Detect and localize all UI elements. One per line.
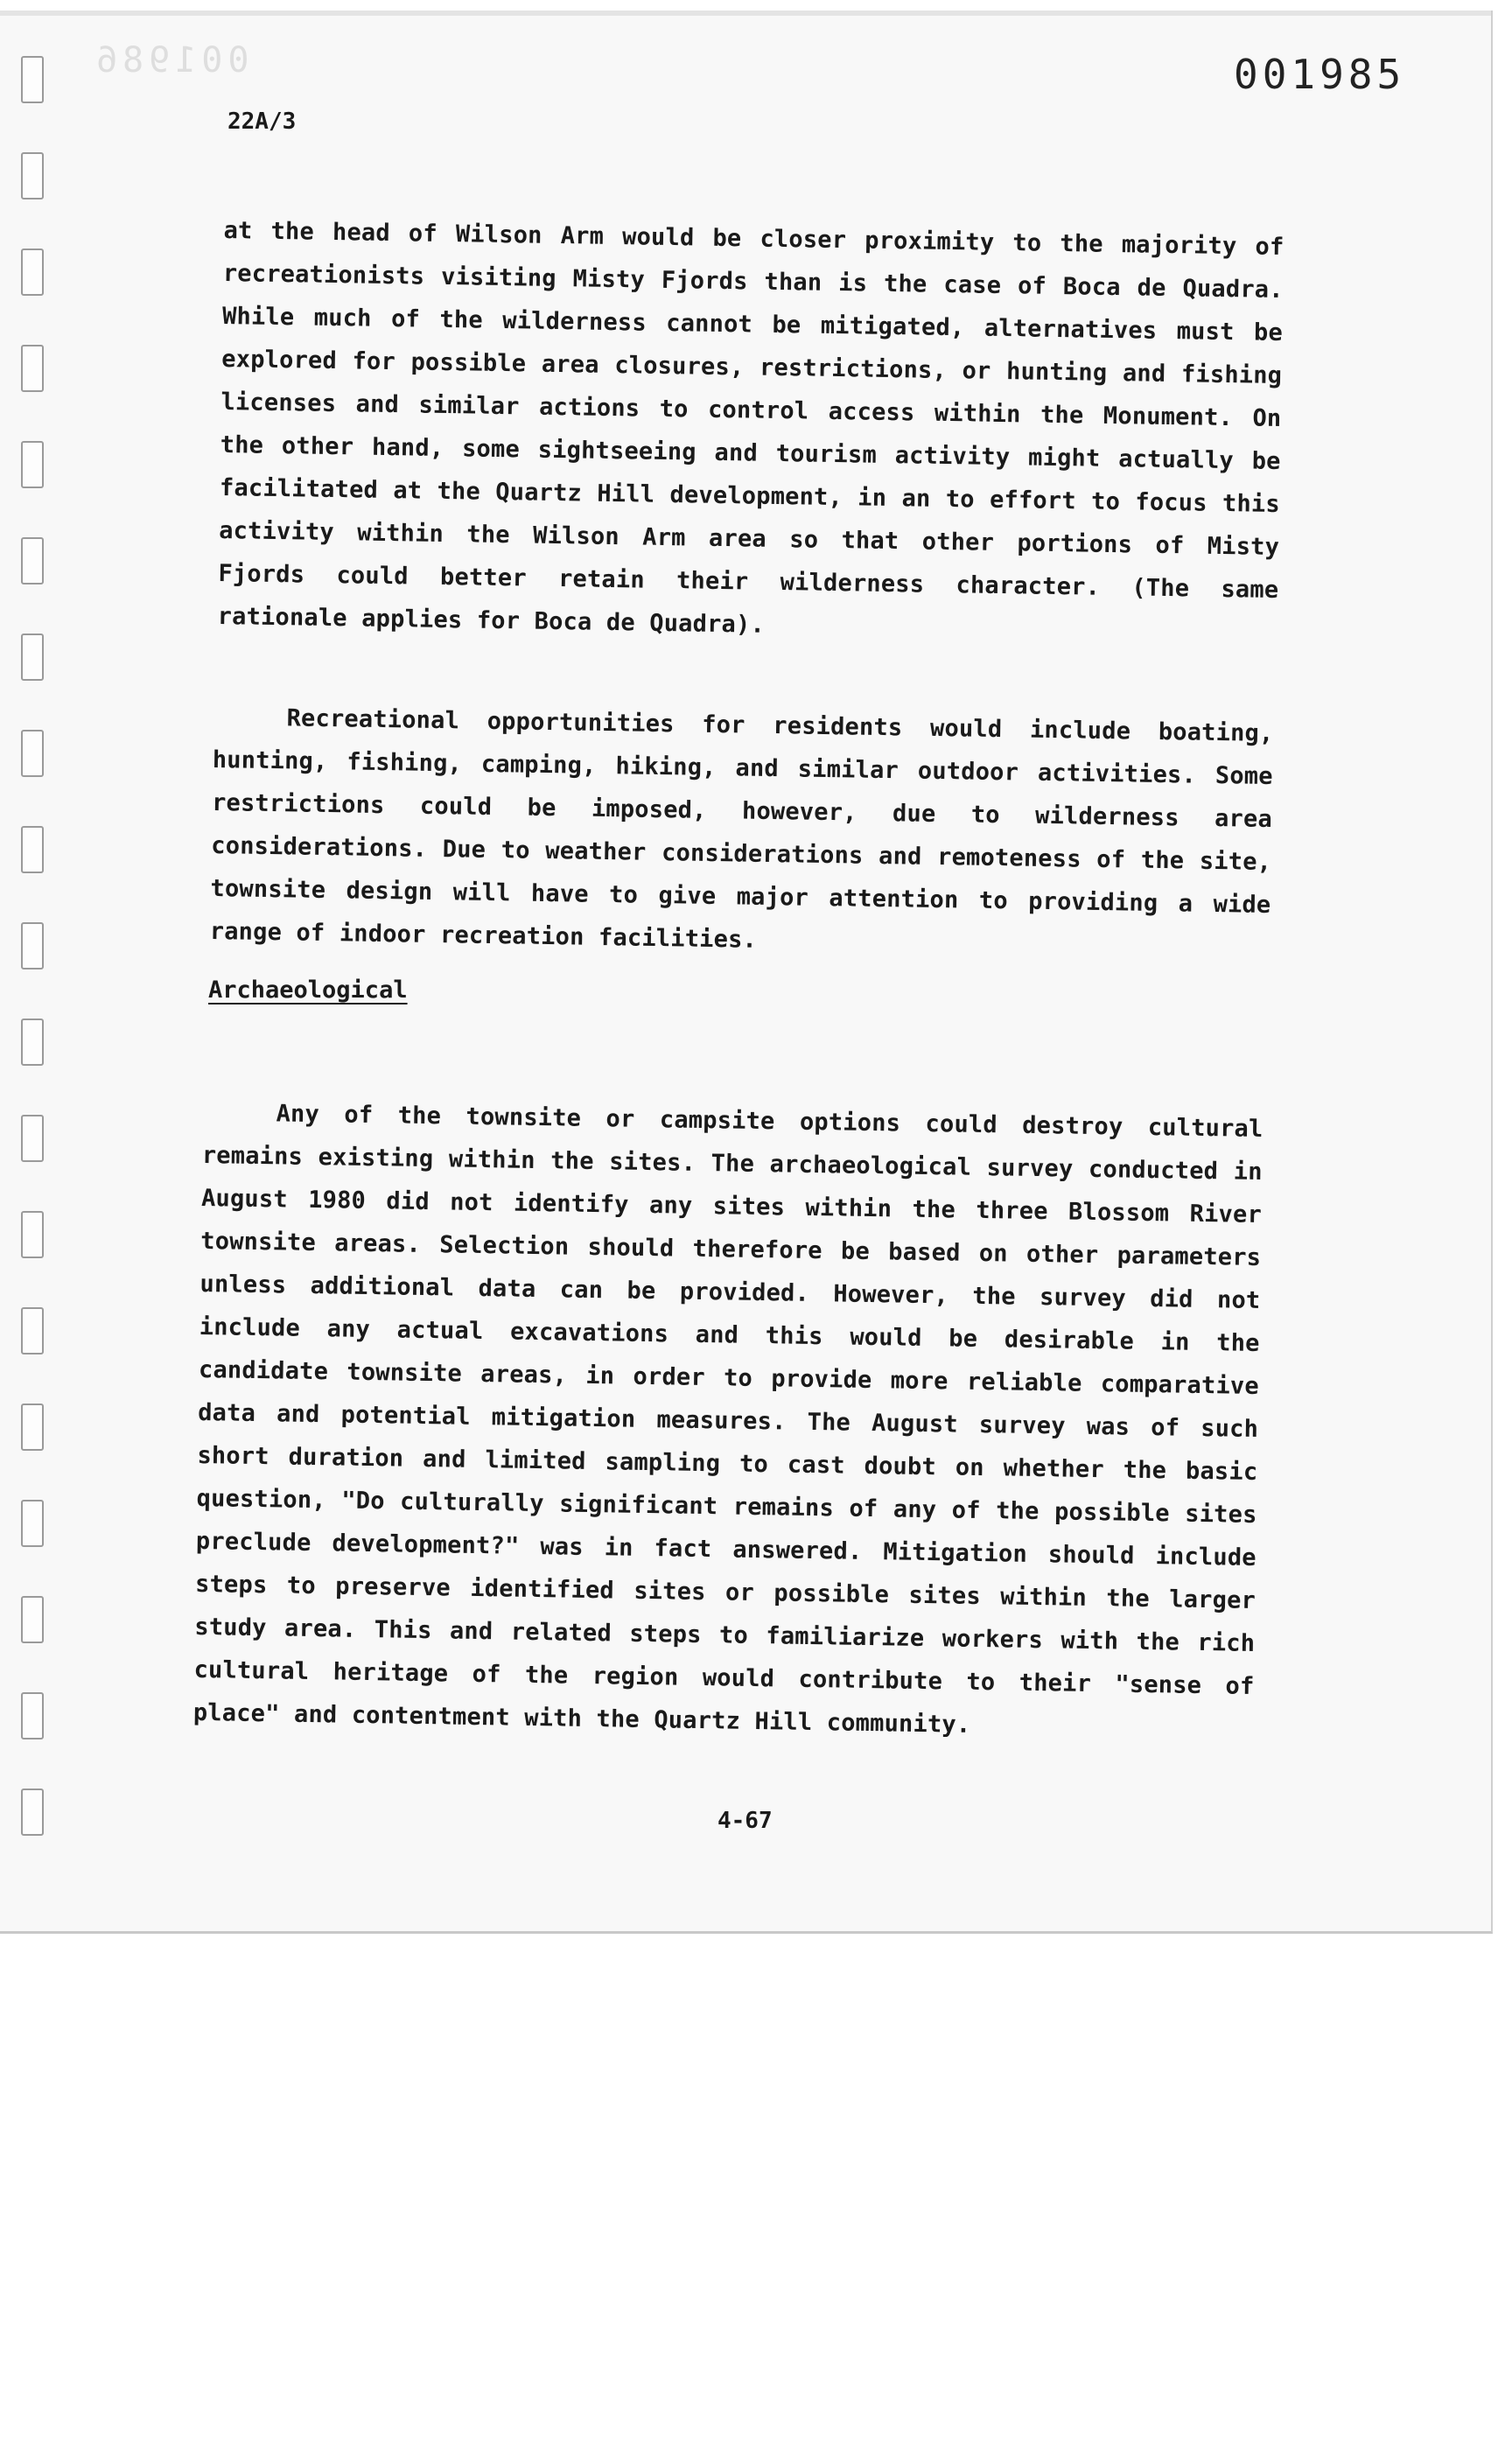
binder-hole (21, 1115, 44, 1162)
page-number: 4-67 (718, 1808, 773, 1834)
binder-hole (21, 1211, 44, 1258)
binder-hole (21, 1500, 44, 1547)
binder-hole (21, 537, 44, 584)
binder-hole (21, 1692, 44, 1740)
paragraph-recreational-opportunities: Recreational opportunities for residents would include boating, hunting, fishing, camping, hiking, and similar outdoor activities. Some restrictions could be imposed, however, due to wilderness area considerations. Due to weather considerations and remoteness of the site, townsite design will have to give major attention to providing a wide range of indoor recreation facilities. (209, 704, 1274, 954)
binder-hole (21, 1307, 44, 1354)
binder-hole (21, 56, 44, 103)
bleed-through-number: 001986 (91, 40, 249, 80)
document-number: 001985 (1234, 51, 1406, 98)
binder-hole (21, 152, 44, 200)
scanned-page (0, 10, 1493, 1934)
binder-hole (21, 634, 44, 681)
binder-hole (21, 1596, 44, 1643)
binder-hole (21, 922, 44, 970)
binder-hole (21, 1404, 44, 1451)
section-reference: 22A/3 (228, 108, 297, 135)
paragraph-archaeological: Any of the townsite or campsite options could destroy cultural remains existing within the sites. The archaeological survey conducted in August 1980 did not identify any sites within the three Blossom River townsite areas. Selection should therefore be based on other parameters unless additional data can be provided. However, the survey did not include any actual excavations and this would be desirable in the candidate townsite areas, in order to provide more reliable comparative data and potential mitigation measures. The August survey was of such short duration and limited sampling to cast doubt on whether the basic question, "Do culturally significant remains of any of the possible sites preclude development?" was in fact answered. Mitigation should include steps to preserve identified sites or possible sites within the larger study area. This and related steps to familiarize workers with the rich cultural heritage of the region would contribute to their "sense of place" and contentment with the Quartz Hill community. (192, 1100, 1264, 1739)
binder-hole (21, 248, 44, 296)
heading-archaeological: Archaeological (208, 976, 408, 1004)
binder-hole (21, 1018, 44, 1066)
binder-hole (21, 826, 44, 873)
binder-hole (21, 1788, 44, 1836)
binder-hole (21, 730, 44, 777)
binder-hole (21, 345, 44, 392)
paragraph-recreation-continued: at the head of Wilson Arm would be closer proximity to the majority of recreationists visiting Misty Fjords than is the case of Boca de Quadra. While much of the wilderness cannot be mitigated, alternatives must be explored for possible area closures, restrictions, or hunting and fishing licenses and similar actions to control access within the Monument. On the other hand, some sightseeing and tourism activity might actually be facilitated at the Quartz Hill development, in an to effort to focus this activity within the Wilson Arm area so that other portions of Misty Fjords could better retain their wilderness character. (The same rationale applies for Boca de Quadra). (217, 216, 1284, 639)
binder-holes (21, 56, 56, 1885)
binder-hole (21, 441, 44, 488)
